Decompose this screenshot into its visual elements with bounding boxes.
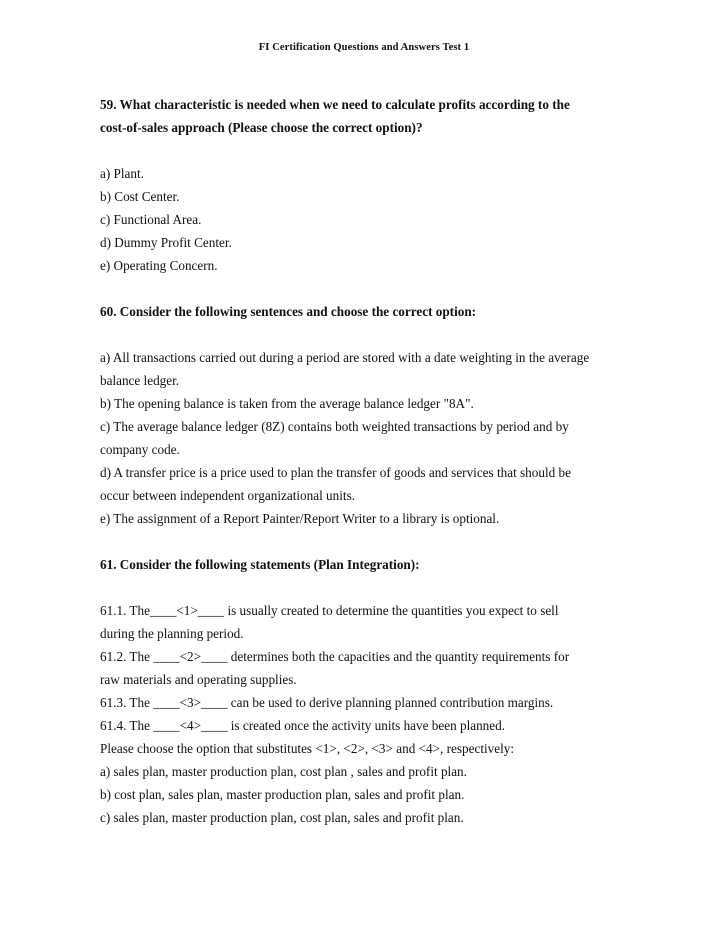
question-59-option-e: e) Operating Concern. xyxy=(100,258,218,273)
question-60-line: balance ledger. xyxy=(100,373,180,388)
question-60-line: e) The assignment of a Report Painter/Report Writer to a library is optional. xyxy=(100,511,500,526)
question-61-option-a: a) sales plan, master production plan, cost plan , sales and profit plan. xyxy=(100,764,467,779)
spacer xyxy=(100,530,700,553)
document-body xyxy=(100,93,700,829)
spacer xyxy=(100,139,700,162)
spacer xyxy=(100,576,700,599)
question-60-line: d) A transfer price is a price used to plan the transfer of goods and services that should be xyxy=(100,465,571,480)
question-60-title: 60. Consider the following sentences and choose the correct option: xyxy=(100,304,477,319)
question-59-title-line-2: cost-of-sales approach (Please choose the correct option)? xyxy=(100,120,423,135)
question-61-line: during the planning period. xyxy=(100,626,244,641)
question-61-prompt: Please choose the option that substitutes <1>, <2>, <3> and <4>, respectively: xyxy=(100,741,515,756)
question-59-option-a: a) Plant. xyxy=(100,166,144,181)
question-60-line: company code. xyxy=(100,442,180,457)
question-60-line: occur between independent organizational units. xyxy=(100,488,355,503)
page-header: FI Certification Questions and Answers Test 1 xyxy=(258,42,470,53)
question-61-title: 61. Consider the following statements (Plan Integration): xyxy=(100,557,420,572)
spacer xyxy=(100,277,700,300)
question-59-option-d: d) Dummy Profit Center. xyxy=(100,235,232,250)
question-61-line: 61.3. The ____<3>____ can be used to derive planning planned contribution margins. xyxy=(100,695,554,710)
question-59-option-c: c) Functional Area. xyxy=(100,212,202,227)
spacer xyxy=(100,323,700,346)
question-61-option-c: c) sales plan, master production plan, cost plan, sales and profit plan. xyxy=(100,810,464,825)
question-59-option-b: b) Cost Center. xyxy=(100,189,180,204)
question-61-line: raw materials and operating supplies. xyxy=(100,672,297,687)
question-60-line: a) All transactions carried out during a period are stored with a date weighting in the average xyxy=(100,350,590,365)
question-61-option-b: b) cost plan, sales plan, master production plan, sales and profit plan. xyxy=(100,787,465,802)
question-60-line: c) The average balance ledger (8Z) contains both weighted transactions by period and by xyxy=(100,419,569,434)
question-61-line: 61.2. The ____<2>____ determines both the capacities and the quantity requirements for xyxy=(100,649,570,664)
question-60-line: b) The opening balance is taken from the average balance ledger "8A". xyxy=(100,396,474,411)
question-59-title-line-1: 59. What characteristic is needed when we need to calculate profits according to the xyxy=(100,97,570,112)
question-61-line: 61.4. The ____<4>____ is created once the activity units have been planned. xyxy=(100,718,506,733)
question-61-line: 61.1. The____<1>____ is usually created to determine the quantities you expect to sell xyxy=(100,603,559,618)
